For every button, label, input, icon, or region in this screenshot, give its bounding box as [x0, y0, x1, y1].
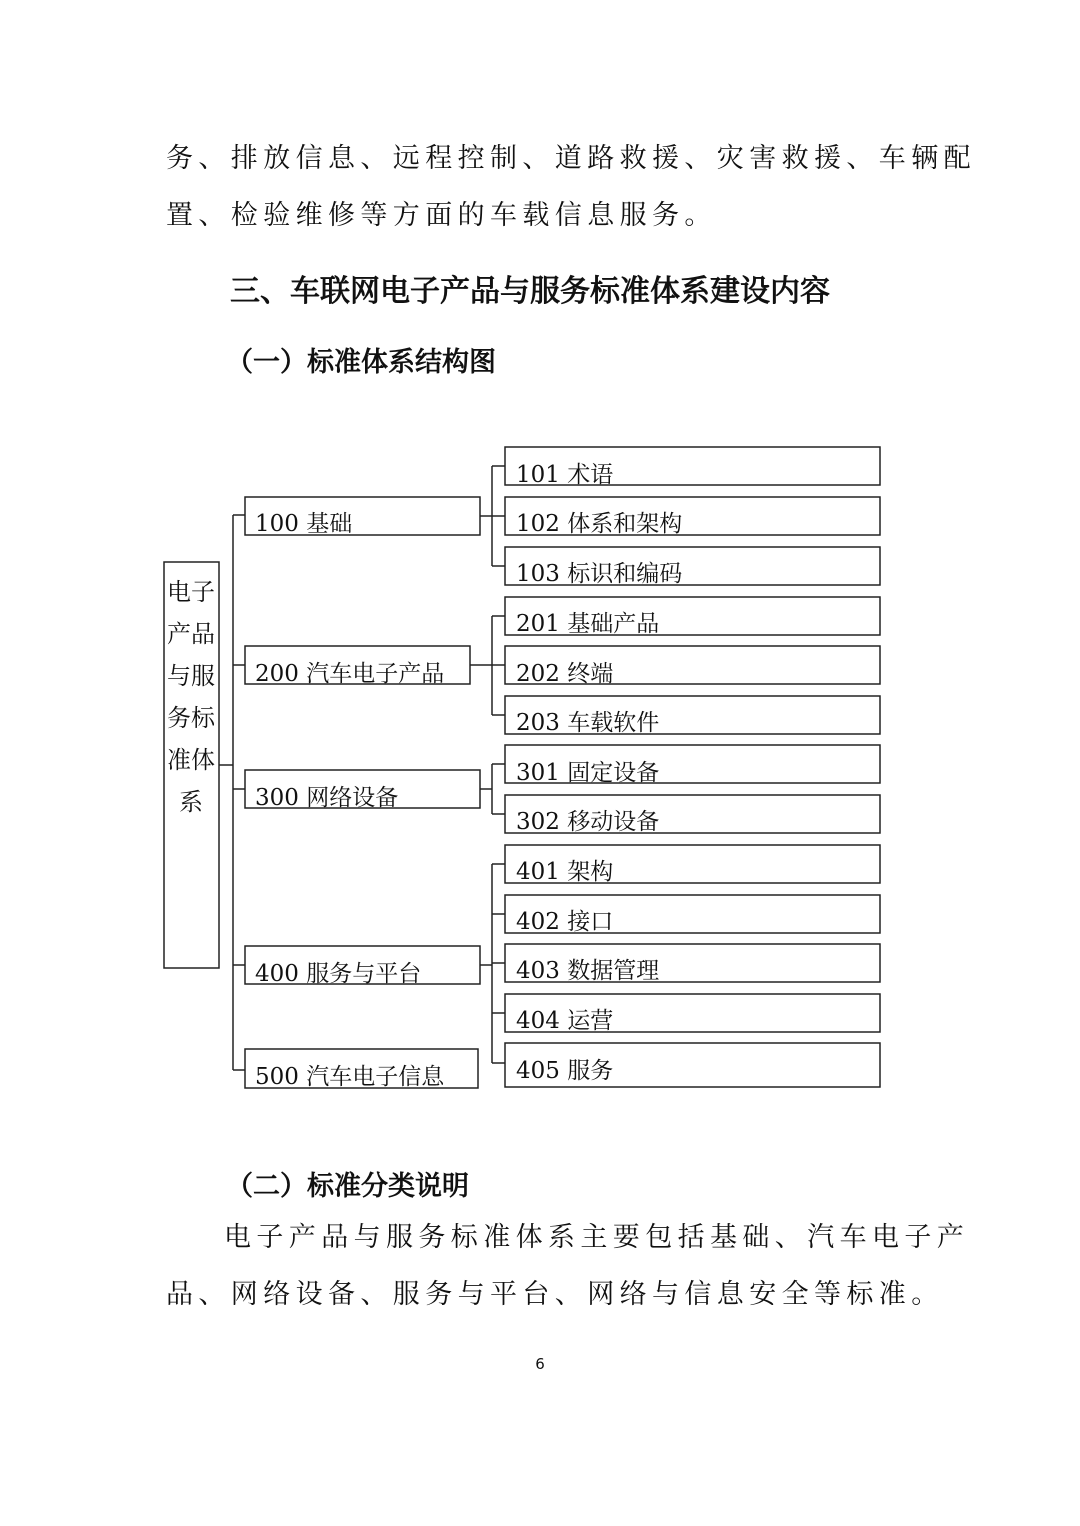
root-label-line-2: 产品 — [167, 620, 215, 648]
group-label-300: 300 网络设备 — [255, 785, 399, 811]
child-label-103: 103 标识和编码 — [516, 561, 683, 587]
group-label-200: 200 汽车电子产品 — [255, 661, 445, 687]
section-heading: 三、车联网电子产品与服务标准体系建设内容 — [230, 274, 830, 309]
group-label-100: 100 基础 — [255, 511, 353, 537]
root-label-line-3: 与服 — [167, 662, 215, 690]
body-line-2: 品、网络设备、服务与平台、网络与信息安全等标准。 — [166, 1279, 944, 1310]
child-label-405: 405 服务 — [516, 1058, 614, 1084]
group-label-400: 400 服务与平台 — [255, 961, 422, 987]
child-label-404: 404 运营 — [516, 1008, 614, 1034]
sub-heading-classification: （二）标准分类说明 — [226, 1171, 469, 1202]
root-label-line-6: 系 — [179, 788, 203, 816]
root-label-line-5: 准体 — [167, 746, 215, 774]
intro-line-2: 置、检验维修等方面的车载信息服务。 — [166, 200, 717, 231]
child-label-302: 302 移动设备 — [516, 809, 660, 835]
child-label-202: 202 终端 — [516, 661, 614, 687]
root-label-line-4: 务标 — [167, 704, 215, 732]
sub-heading-structure: （一）标准体系结构图 — [226, 347, 496, 378]
group-label-500: 500 汽车电子信息 — [255, 1064, 445, 1090]
child-label-402: 402 接口 — [516, 909, 614, 935]
body-paragraph — [166, 1209, 970, 1323]
child-label-101: 101 术语 — [516, 462, 614, 488]
child-label-201: 201 基础产品 — [516, 611, 660, 637]
child-label-401: 401 架构 — [516, 859, 614, 885]
child-label-301: 301 固定设备 — [516, 760, 660, 786]
root-label-line-1: 电子 — [167, 578, 215, 606]
body-line-1: 电子产品与服务标准体系主要包括基础、汽车电子产 — [224, 1222, 970, 1253]
child-label-203: 203 车载软件 — [516, 710, 660, 736]
child-label-102: 102 体系和架构 — [516, 511, 683, 537]
child-label-403: 403 数据管理 — [516, 958, 660, 984]
page-number: 6 — [535, 1355, 545, 1373]
intro-line-1: 务、排放信息、远程控制、道路救援、灾害救援、车辆配 — [166, 143, 976, 174]
